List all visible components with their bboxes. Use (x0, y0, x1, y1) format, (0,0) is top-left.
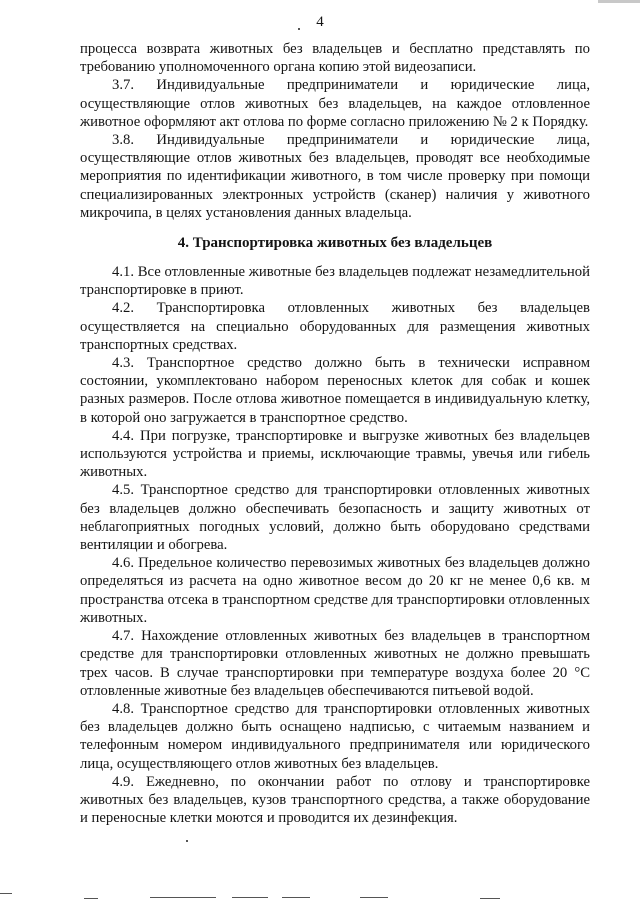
paragraph-4-9: 4.9. Ежедневно, по окончании работ по отлову и транспортировке животных без владельцев, кузов транспортного средства, а также оборудование и переносные клетки моются и проводится их дезинфекция. (80, 773, 590, 827)
section-heading: 4. Транспортировка животных без владельцев (177, 235, 493, 252)
paragraph-4-3: 4.3. Транспортное средство должно быть в технически исправном состоянии, укомплектовано набором переносных клеток для собак и кошек разных размеров. После отлова животное помещается в индивидуальную клетку, в которой оно загружается в транспортное средство. (80, 355, 590, 426)
paragraph-3-8: 3.8. Индивидуальные предприниматели и юридические лица, осуществляющие отлов животных без владельцев, проводят все необходимые мероприятия по идентификации животного, в том числе проверку при помощи специализированных электронных устройств (сканер) наличия у животного микрочипа, в целях установления данных владельца. (80, 132, 590, 221)
paragraph-4-8: 4.8. Транспортное средство для транспортировки отловленных животных без владельцев должно быть оснащено надписью, с читаемым названием и телефонным номером индивидуального предпринимателя или юридического лица, осуществляющего отлов животных без владельцев. (80, 700, 590, 772)
paragraph-4-4: 4.4. При погрузке, транспортировке и выгрузке животных без владельцев используются устройства и приемы, исключающие травмы, увечья или гибель животных. (80, 427, 590, 481)
scan-footer-artifact (84, 898, 98, 899)
scan-speck (186, 840, 188, 842)
paragraph-4-2: 4.2. Транспортировка отловленных животных без владельцев осуществляется на специально оборудованных для размещения животных транспортных средствах. (80, 300, 590, 353)
page-number: 4 (316, 14, 324, 30)
scan-footer-artifact (150, 897, 216, 898)
scan-footer-artifact (480, 898, 500, 899)
paragraph-4-1: 4.1. Все отловленные животные без владельцев подлежат незамедлительной транспортировке в приют. (80, 264, 590, 299)
document-body (80, 40, 590, 827)
scan-footer-artifact (232, 897, 268, 898)
paragraph-continuation: процесса возврата животных без владельцев и бесплатно представлять по требованию уполномоченного органа копию этой видеозаписи. (80, 41, 590, 76)
scan-footer-artifact (360, 897, 388, 898)
paragraph-4-5: 4.5. Транспортное средство для транспортировки отловленных животных без владельцев должно обеспечивать безопасность и защиту животных от неблагоприятных погодных условий, должно быть оборудовано средствами вентиляции и обогрева. (80, 482, 590, 554)
scan-edge-mark (598, 0, 640, 3)
scan-speck (298, 28, 300, 30)
paragraph-4-7: 4.7. Нахождение отловленных животных без владельцев в транспортном средстве для транспортировки отловленных животных не должно превышать трех часов. В случае транспортировки при температуре воздуха более 20 °С отловленные животные без владельцев обеспечиваются питьевой водой. (80, 628, 590, 699)
scan-footer-artifact (0, 893, 12, 894)
paragraph-4-6: 4.6. Предельное количество перевозимых животных без владельцев должно определяться из расчета на одно животное весом до 20 кг не менее 0,6 кв. м пространства отсека в транспортном средстве для транспортировки отловленных животных. (80, 555, 590, 626)
scan-footer-artifact (282, 897, 310, 898)
paragraph-3-7: 3.7. Индивидуальные предприниматели и юридические лица, осуществляющие отлов животных без владельцев, на каждое отловленное животное оформляют акт отлова по форме согласно приложению № 2 к Порядку. (80, 77, 590, 130)
